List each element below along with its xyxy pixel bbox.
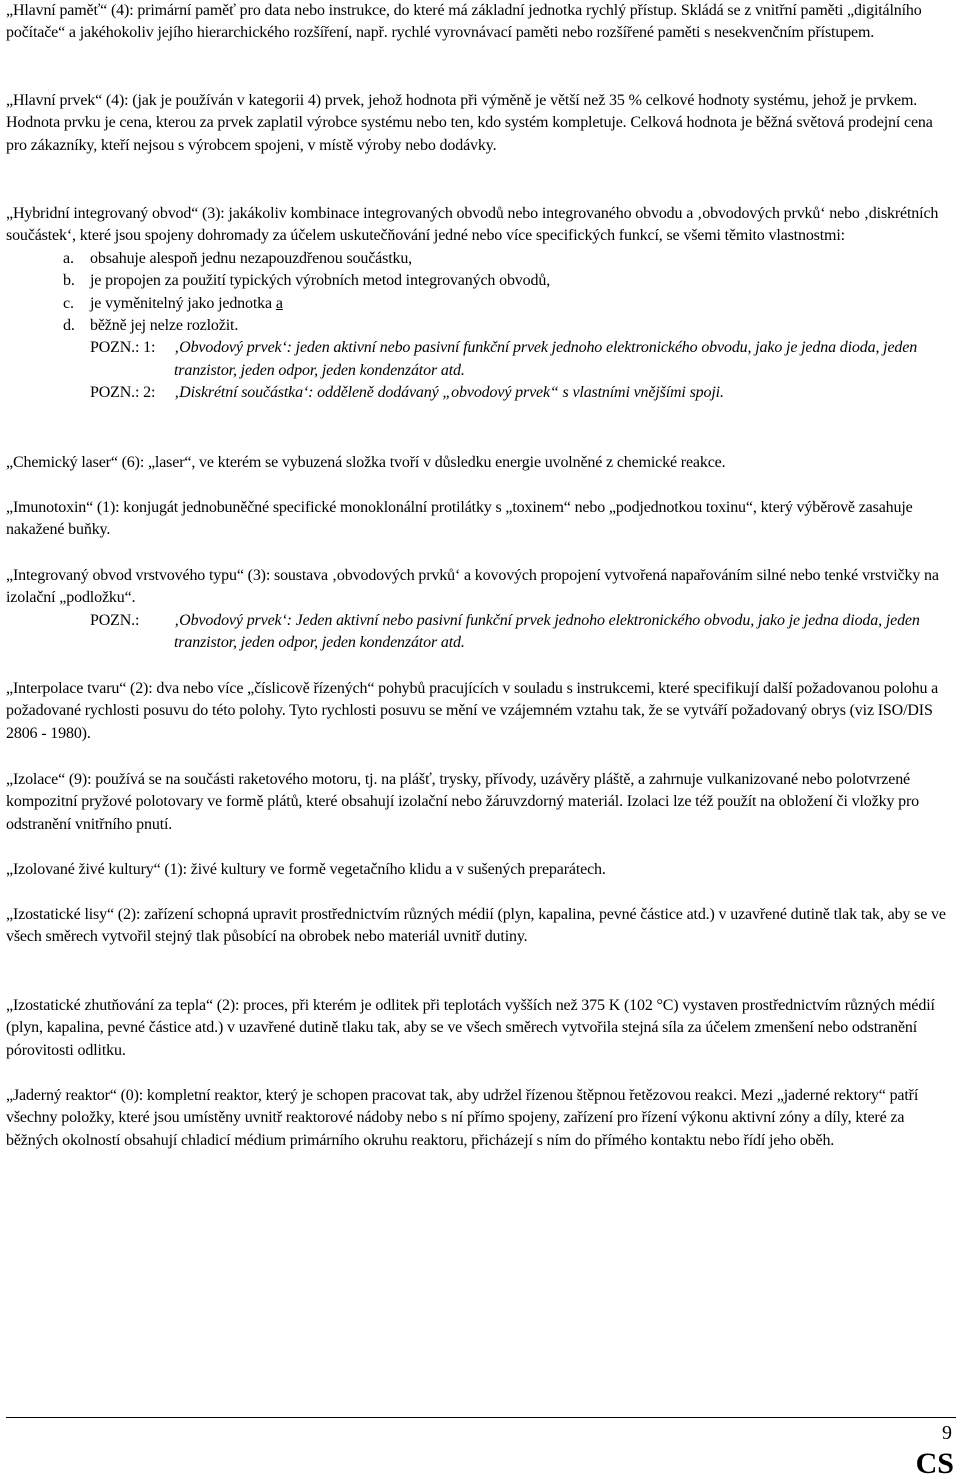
list-item (6, 248, 954, 270)
definition-text: „Izostatické lisy“ (2): zařízení schopná upravit prostřednictvím různých médií (plyn, kapalina, pevné částice atd.) v uzavřené dutině tlak tak, aby se ve všech směrech vytvořil stejný tlak působící na obrobek nebo materiál uvnitř dutiny. (6, 906, 946, 946)
definition-text: „Hybridní integrovaný obvod“ (3): jakákoliv kombinace integrovaných obvodů nebo integrovaného obvodu a ‚obvodových prvků‘ nebo ‚diskrétních součástek‘, které jsou spojeny dohromady za účelem uskutečňování jedné nebo více specifických funkcí, se všemi těmito vlastnostmi: (6, 205, 939, 245)
definition-text: „Izolované živé kultury“ (1): živé kultury ve formě vegetačního klidu a v sušených preparátech. (6, 861, 606, 878)
note-label: POZN.: 1: (90, 339, 156, 357)
definition-izostaticke-lisy (6, 904, 954, 949)
definition-izolace (6, 769, 954, 836)
note-label: POZN.: 2: (90, 384, 156, 402)
definition-text: „Hlavní paměť“ (4): primární paměť pro data nebo instrukce, do které má základní jednotka rychlý přístup. Skládá se z vnitřní paměti „digitálního počítače“ a jakéhokoliv jejího hierarchického rozšíření, např. rychlé vyrovnávací paměti nebo rozšířené paměti s nesekvenčním přístupem. (6, 2, 922, 42)
property-list (6, 248, 954, 338)
footer-divider (6, 1417, 956, 1418)
list-marker: b. (63, 272, 75, 290)
list-item-text: je vyměnitelný jako jednotka (90, 294, 272, 312)
definition-text: „Jaderný reaktor“ (0): kompletní reaktor, který je schopen pracovat tak, aby udržel řízenou štěpnou řetězovou reakci. Mezi „jaderné rektory“ patří všechny položky, které jsou umístěny uvnitř reaktorové nádoby nebo s ní přímo spojeny, zařízení pro řízení výkonu aktivní zóny a díly, které za běžných okolností obsahují chladicí médium primárního okruhu reaktoru, přicházejí s ním do přímého kontaktu nebo řídí jeho oběh. (6, 1087, 919, 1149)
list-item-text: běžně jej nelze rozložit. (90, 317, 239, 335)
definition-hlavni-pamet (6, 0, 954, 45)
definition-chemicky-laser (6, 452, 954, 474)
note-label: POZN.: (90, 611, 140, 629)
definition-integrovany-obvod (6, 565, 954, 655)
note-text: ‚Obvodový prvek‘: Jeden aktivní nebo pasivní funkční prvek jednoho elektronického obvodu, jako je jedna dioda, jeden tranzistor, jeden odpor, jeden kondenzátor atd. (174, 611, 920, 652)
definition-text: „Chemický laser“ (6): „laser“, ve kterém se vybuzená složka tvoří v důsledku energie uvolněné z chemické reakce. (6, 454, 726, 471)
definition-jaderny-reaktor (6, 1085, 954, 1152)
list-item (6, 293, 954, 315)
list-marker: c. (63, 294, 74, 312)
definition-text: „Izolace“ (9): používá se na součásti raketového motoru, tj. na plášť, trysky, přívody, uzávěry pláště, a zahrnuje vulkanizované nebo polotvrzené kompozitní pryžové polotovary ve formě plátů, které obsahují izolační nebo žáruvzdorný materiál. Izolaci lze též použít na obložení či vložky pro odstranění vnitřního pnutí. (6, 771, 920, 833)
definition-izostaticke-zhutnovani (6, 995, 954, 1062)
list-item (6, 270, 954, 292)
note-2 (6, 382, 954, 404)
list-item-conjunction: a (275, 294, 283, 312)
definition-hybridni-obvod (6, 203, 954, 405)
definition-text: „Imunotoxin“ (1): konjugát jednobuněčné specifické monoklonální protilátky s „toxinem“ nebo „podjednotkou toxinu“, který výběrově zasahuje nakažené buňky. (6, 499, 913, 539)
note (6, 610, 954, 655)
list-item-text: obsahuje alespoň jednu nezapouzdřenou součástku, (90, 249, 413, 267)
list-marker: a. (63, 249, 74, 267)
language-code: CS (915, 1447, 954, 1480)
definition-text: „Izostatické zhutňování za tepla“ (2): proces, při kterém je odlitek při teplotách vyšších než 375 K (102 °C) vystaven prostřednictvím různých médií (plyn, kapalina, pevné částice atd.) v uzavřené dutině tlaku tak, aby se ve všech směrech vytvořila stejná síla za účelem zmenšení nebo odstranění pórovitosti odlitku. (6, 997, 935, 1059)
definition-hlavni-prvek (6, 90, 954, 157)
list-marker: d. (63, 317, 75, 335)
note-text: ‚Diskrétní součástka‘: odděleně dodávaný „obvodový prvek“ s vlastními vnějšími spoji. (174, 384, 724, 402)
definition-izolovane-kultury (6, 859, 954, 881)
list-item-text: je propojen za použití typických výrobních metod integrovaných obvodů, (90, 272, 551, 290)
definition-interpolace-tvaru (6, 678, 954, 745)
note-text: ‚Obvodový prvek‘: jeden aktivní nebo pasivní funkční prvek jednoho elektronického obvodu, jako je jedna dioda, jeden tranzistor, jeden odpor, jeden kondenzátor atd. (174, 339, 918, 379)
note-1 (6, 337, 954, 382)
definition-text: „Integrovaný obvod vrstvového typu“ (3): soustava ‚obvodových prvků‘ a kovových propojení vytvořená napařováním silné nebo tenké vrstvičky na izolační „podložku“. (6, 567, 939, 607)
definition-imunotoxin (6, 497, 954, 542)
definition-text: „Interpolace tvaru“ (2): dva nebo více „číslicově řízených“ pohybů pracujících v souladu s instrukcemi, které specifikují další požadovanou polohu a požadované rychlosti posuvu do této polohy. Tyto rychlosti posuvu se mění ve vzájemném vztahu tak, že se vytváří požadovaný obrys (viz ISO/DIS 2806 - 1980). (6, 680, 939, 742)
page-number: 9 (942, 1422, 952, 1444)
definition-text: „Hlavní prvek“ (4): (jak je používán v kategorii 4) prvek, jehož hodnota při výměně je větší než 35 % celkové hodnoty systému, jehož je prvkem. Hodnota prvku je cena, kterou za prvek zaplatil výrobce systému nebo ten, kdo systém kompletuje. Celková hodnota je běžná světová prodejní cena pro zákazníky, kteří nejsou s výrobcem spojeni, v místě výroby nebo dodávky. (6, 92, 933, 154)
list-item (6, 315, 954, 337)
